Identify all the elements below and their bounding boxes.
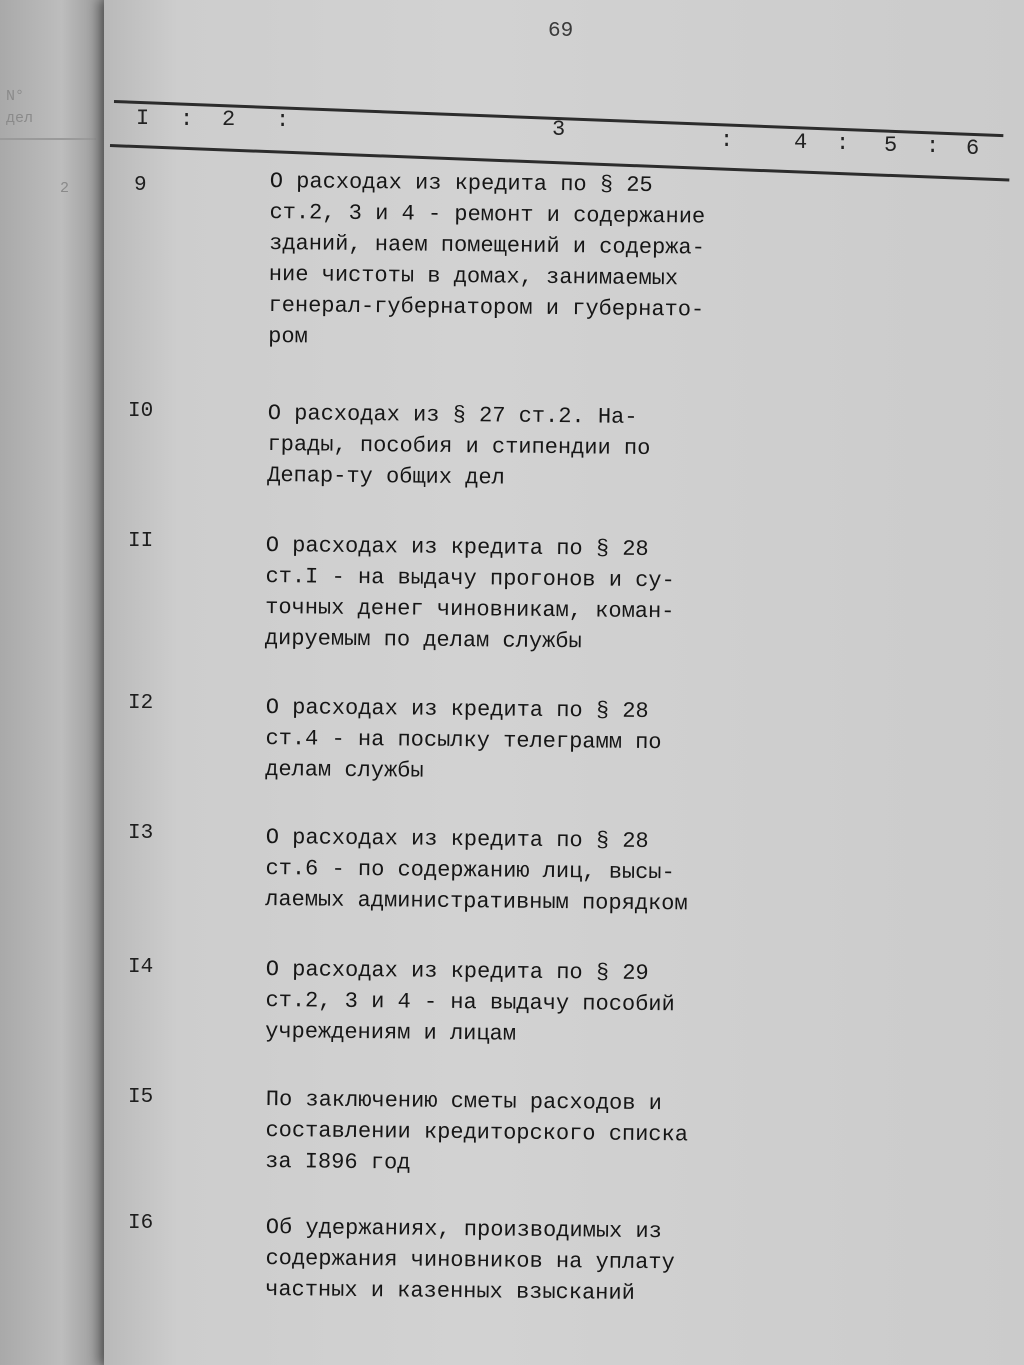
page-number: 69 (548, 20, 574, 43)
column-header-2: 2 (222, 107, 236, 132)
entry-number: I6 (128, 1212, 154, 1235)
document-page (104, 0, 1024, 1365)
column-header-6: 6 (966, 136, 980, 161)
left-page-fragment: N° (6, 88, 25, 105)
entry-text: О расходах из кредита по § 29 ст.2, 3 и 4 - на выдачу пособий учреждениям и лицам (265, 956, 675, 1047)
column-separator: : (720, 128, 734, 153)
entry-text: О расходах из кредита по § 28 ст.6 - по содержанию лиц, высы- лаемых административным порядком (265, 824, 688, 917)
entry-number: I2 (128, 692, 154, 715)
entry-number: I5 (128, 1086, 154, 1109)
entry-number: 9 (134, 174, 147, 197)
entry-number: I4 (128, 956, 154, 979)
left-page-fragment: дел (6, 110, 34, 127)
column-header-3: 3 (552, 117, 566, 142)
left-page-fragment: 2 (60, 180, 70, 197)
column-separator: : (180, 107, 194, 132)
entry-text: О расходах из § 27 ст.2. На- грады, пособия и стипендии по Депар-ту общих дел (267, 400, 651, 491)
entry-text: О расходах из кредита по § 25 ст.2, 3 и 4 - ремонт и содержание зданий, наем помещений и содержа- ние чистоты в домах, занимаемых генерал-губернатором и губернато- ром (268, 168, 706, 350)
column-header-4: 4 (794, 130, 808, 155)
entry-text: О расходах из кредита по § 28 ст.I - на выдачу прогонов и су- точных денег чиновникам, коман- дируемым по делам службы (264, 532, 675, 655)
left-page-rule (0, 138, 96, 140)
entry-number: I3 (128, 822, 154, 845)
column-separator: : (926, 134, 940, 159)
column-separator: : (276, 108, 290, 133)
column-separator: : (836, 131, 850, 156)
left-page-edge (0, 0, 112, 1365)
column-header-1: I (136, 106, 150, 131)
entry-text: О расходах из кредита по § 28 ст.4 - на посылку телеграмм по делам службы (265, 694, 662, 784)
entry-text: По заключению сметы расходов и составлении кредиторского списка за I896 год (265, 1086, 689, 1176)
entry-number: I0 (128, 400, 154, 423)
entry-text: Об удержаниях, производимых из содержания чиновников на уплату частных и казенных взысканий (265, 1214, 675, 1306)
column-header-5: 5 (884, 133, 898, 158)
entry-number: II (128, 530, 154, 553)
